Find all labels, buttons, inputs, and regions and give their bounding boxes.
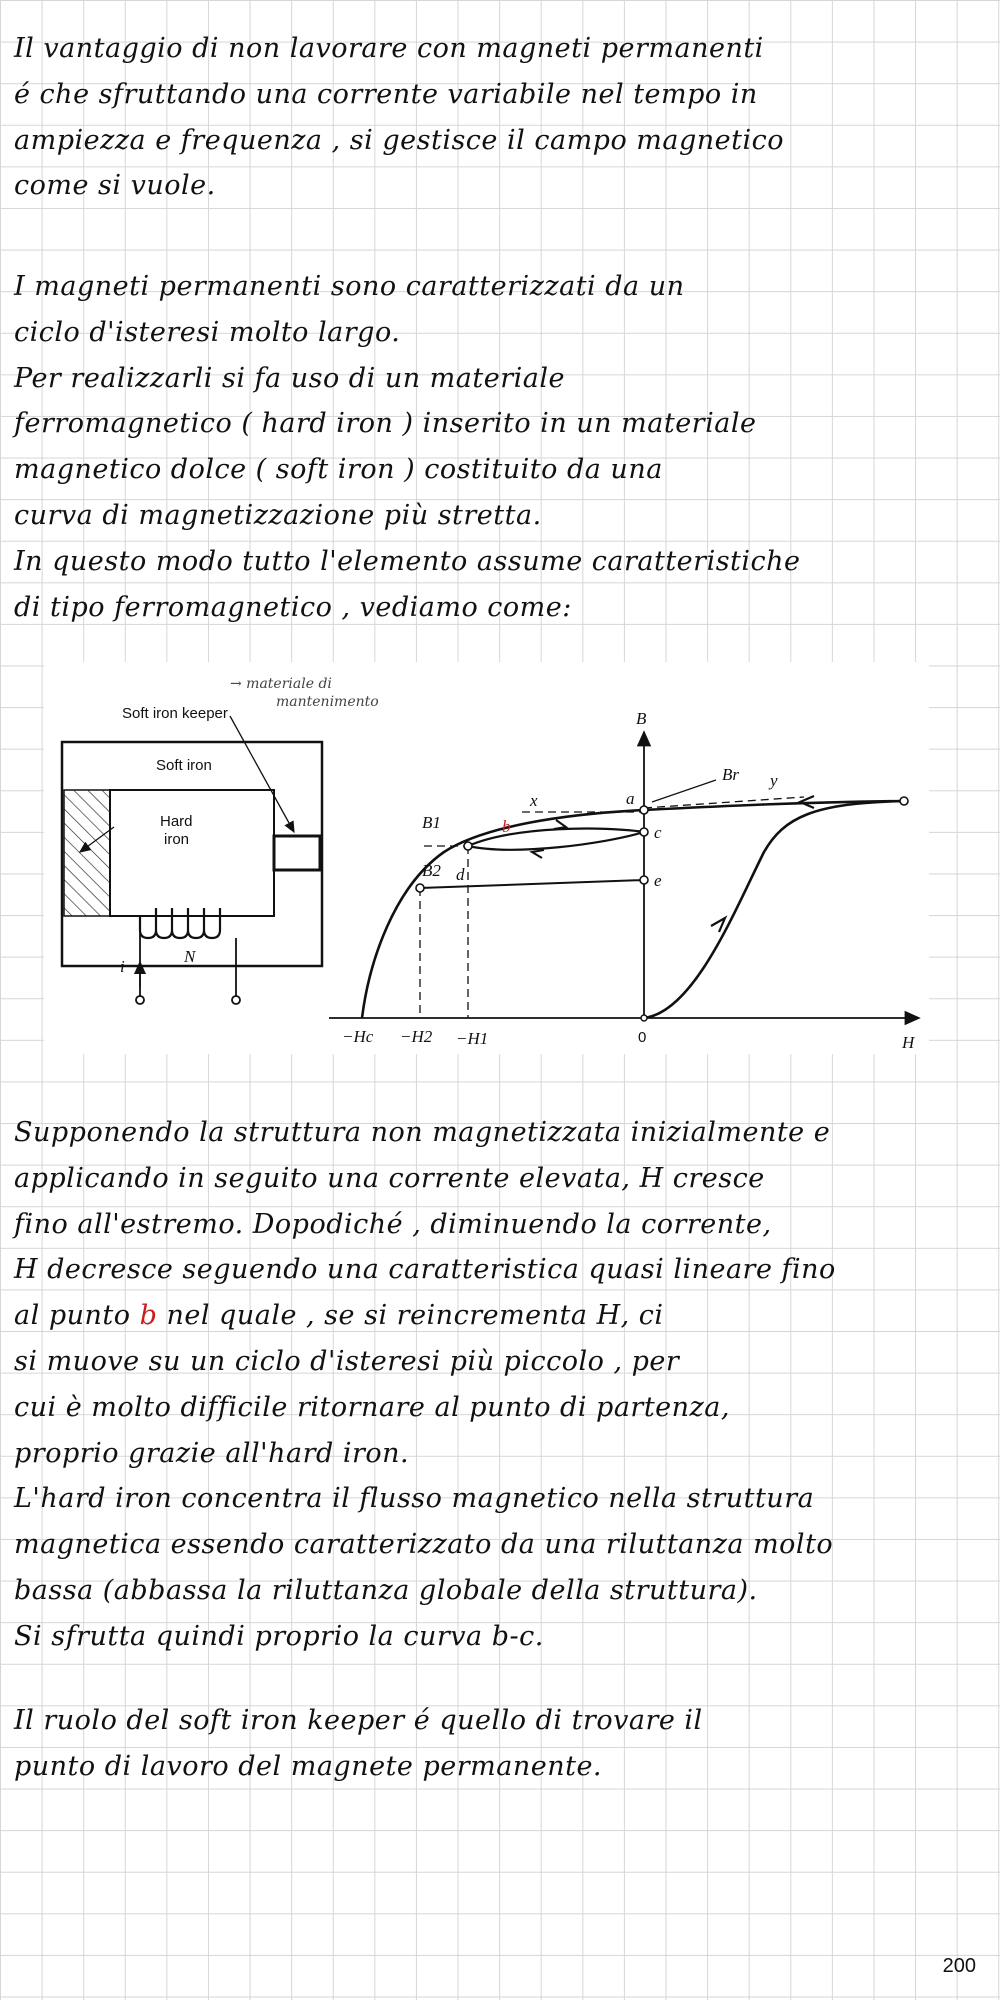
magnetic-circuit (62, 676, 379, 1004)
point-b-red-marker: b (139, 1300, 158, 1332)
keeper-pointer-arrow (230, 716, 294, 832)
keeper-label: Soft iron keeper (122, 705, 228, 722)
axis-h-label: H (902, 1033, 915, 1052)
point-c-marker (640, 828, 648, 836)
magnetic-circuit-figure (44, 662, 929, 1054)
paragraph-intro (14, 26, 989, 209)
hard-iron-label-line2: iron (164, 831, 190, 848)
terminal-right (232, 996, 240, 1004)
point-y-label: y (770, 771, 778, 790)
explanation-part-2: nel quale , se si reincrementa H, ci si muove su un ciclo d'isteresi più piccolo , per cui è molto difficile ritornare al punto di partenza, proprio grazie all'hard iron. L'hard iron concentra il flusso magnetico nella struttura magnetica essendo caratterizzato da una riluttanza molto bassa (abbassa la riluttanza globale della struttura). Si sfrutta quindi proprio la curva b-c. (14, 1300, 834, 1652)
point-a-label: a (626, 789, 635, 808)
coil-winding (140, 908, 220, 938)
soft-iron-keeper-block (274, 836, 320, 870)
paragraph-keeper-role-text: Il ruolo del soft iron keeper é quello di trovare il punto di lavoro del magnete permanente. (14, 1705, 703, 1782)
point-b-marker (464, 842, 472, 850)
axis-b-label: B (636, 709, 647, 728)
figure-svg (44, 662, 929, 1054)
origin-marker (641, 1015, 647, 1021)
br-leader (652, 780, 716, 802)
origin-label: 0 (638, 1029, 647, 1046)
demagnetization-curve (362, 801, 904, 1018)
minor-loop-arrow-bottom (532, 850, 544, 858)
point-c-label: c (654, 823, 662, 842)
soft-iron-window (110, 790, 274, 916)
point-d-label: d (456, 865, 465, 884)
soft-iron-label: Soft iron (156, 757, 212, 774)
tick-h1-label: −H1 (456, 1029, 489, 1048)
tick-hc-label: −Hc (342, 1027, 374, 1046)
point-a-marker (640, 806, 648, 814)
hard-iron-hatched-block (64, 790, 110, 916)
bh-curve-graph (329, 709, 919, 1052)
initial-curve-arrow (711, 918, 725, 932)
recoil-line-d-e (420, 880, 644, 888)
keeper-note-line2: mantenimento (276, 694, 379, 710)
paragraph-keeper-role (14, 1698, 989, 1790)
terminal-left (136, 996, 144, 1004)
hard-iron-label-line1: Hard (160, 813, 193, 830)
point-d-marker (416, 884, 424, 892)
b1-label: B1 (422, 813, 441, 832)
tick-h2-label: −H2 (400, 1027, 433, 1046)
point-e-marker (640, 876, 648, 884)
explanation-part-1: Supponendo la struttura non magnetizzata inizialmente e applicando in seguito una corrente elevata, H cresce fino all'estremo. Dopodiché , diminuendo la corrente, H decresce seguendo una caratteristica quasi lineare fino al punto (14, 1117, 836, 1332)
page-number: 200 (942, 1955, 976, 1977)
br-label: Br (722, 765, 739, 784)
initial-magnetization-curve (644, 801, 904, 1018)
point-b-label: b (502, 817, 511, 836)
paragraph-permanent-magnets (14, 264, 989, 630)
current-label: i (120, 957, 125, 976)
paragraph-permanent-magnets-text: I magneti permanenti sono caratterizzati da un ciclo d'isteresi molto largo. Per realizzarli si fa uso di un materiale ferromagnetico ( hard iron ) inserito in un materiale magnetico dolce ( soft iron ) costituito da una curva di magnetizzazione più stretta. In questo modo tutto l'elemento assume caratteristiche di tipo ferromagnetico , vediamo come: (14, 271, 801, 623)
minor-loop-arrow-top (554, 820, 566, 829)
paragraph-intro-text: Il vantaggio di non lavorare con magneti permanenti é che sfruttando una corrente variabile nel tempo in ampiezza e frequenza , si gestisce il campo magnetico come si vuole. (14, 33, 785, 202)
paragraph-explanation-text (14, 1110, 989, 1660)
point-x-label: x (530, 791, 538, 810)
paragraph-explanation (14, 1110, 989, 1660)
b2-label: B2 (422, 861, 441, 880)
point-e-label: e (654, 871, 662, 890)
turns-label: N (184, 947, 196, 966)
keeper-note-line1: → materiale di (230, 676, 332, 692)
saturation-point-marker (900, 797, 908, 805)
